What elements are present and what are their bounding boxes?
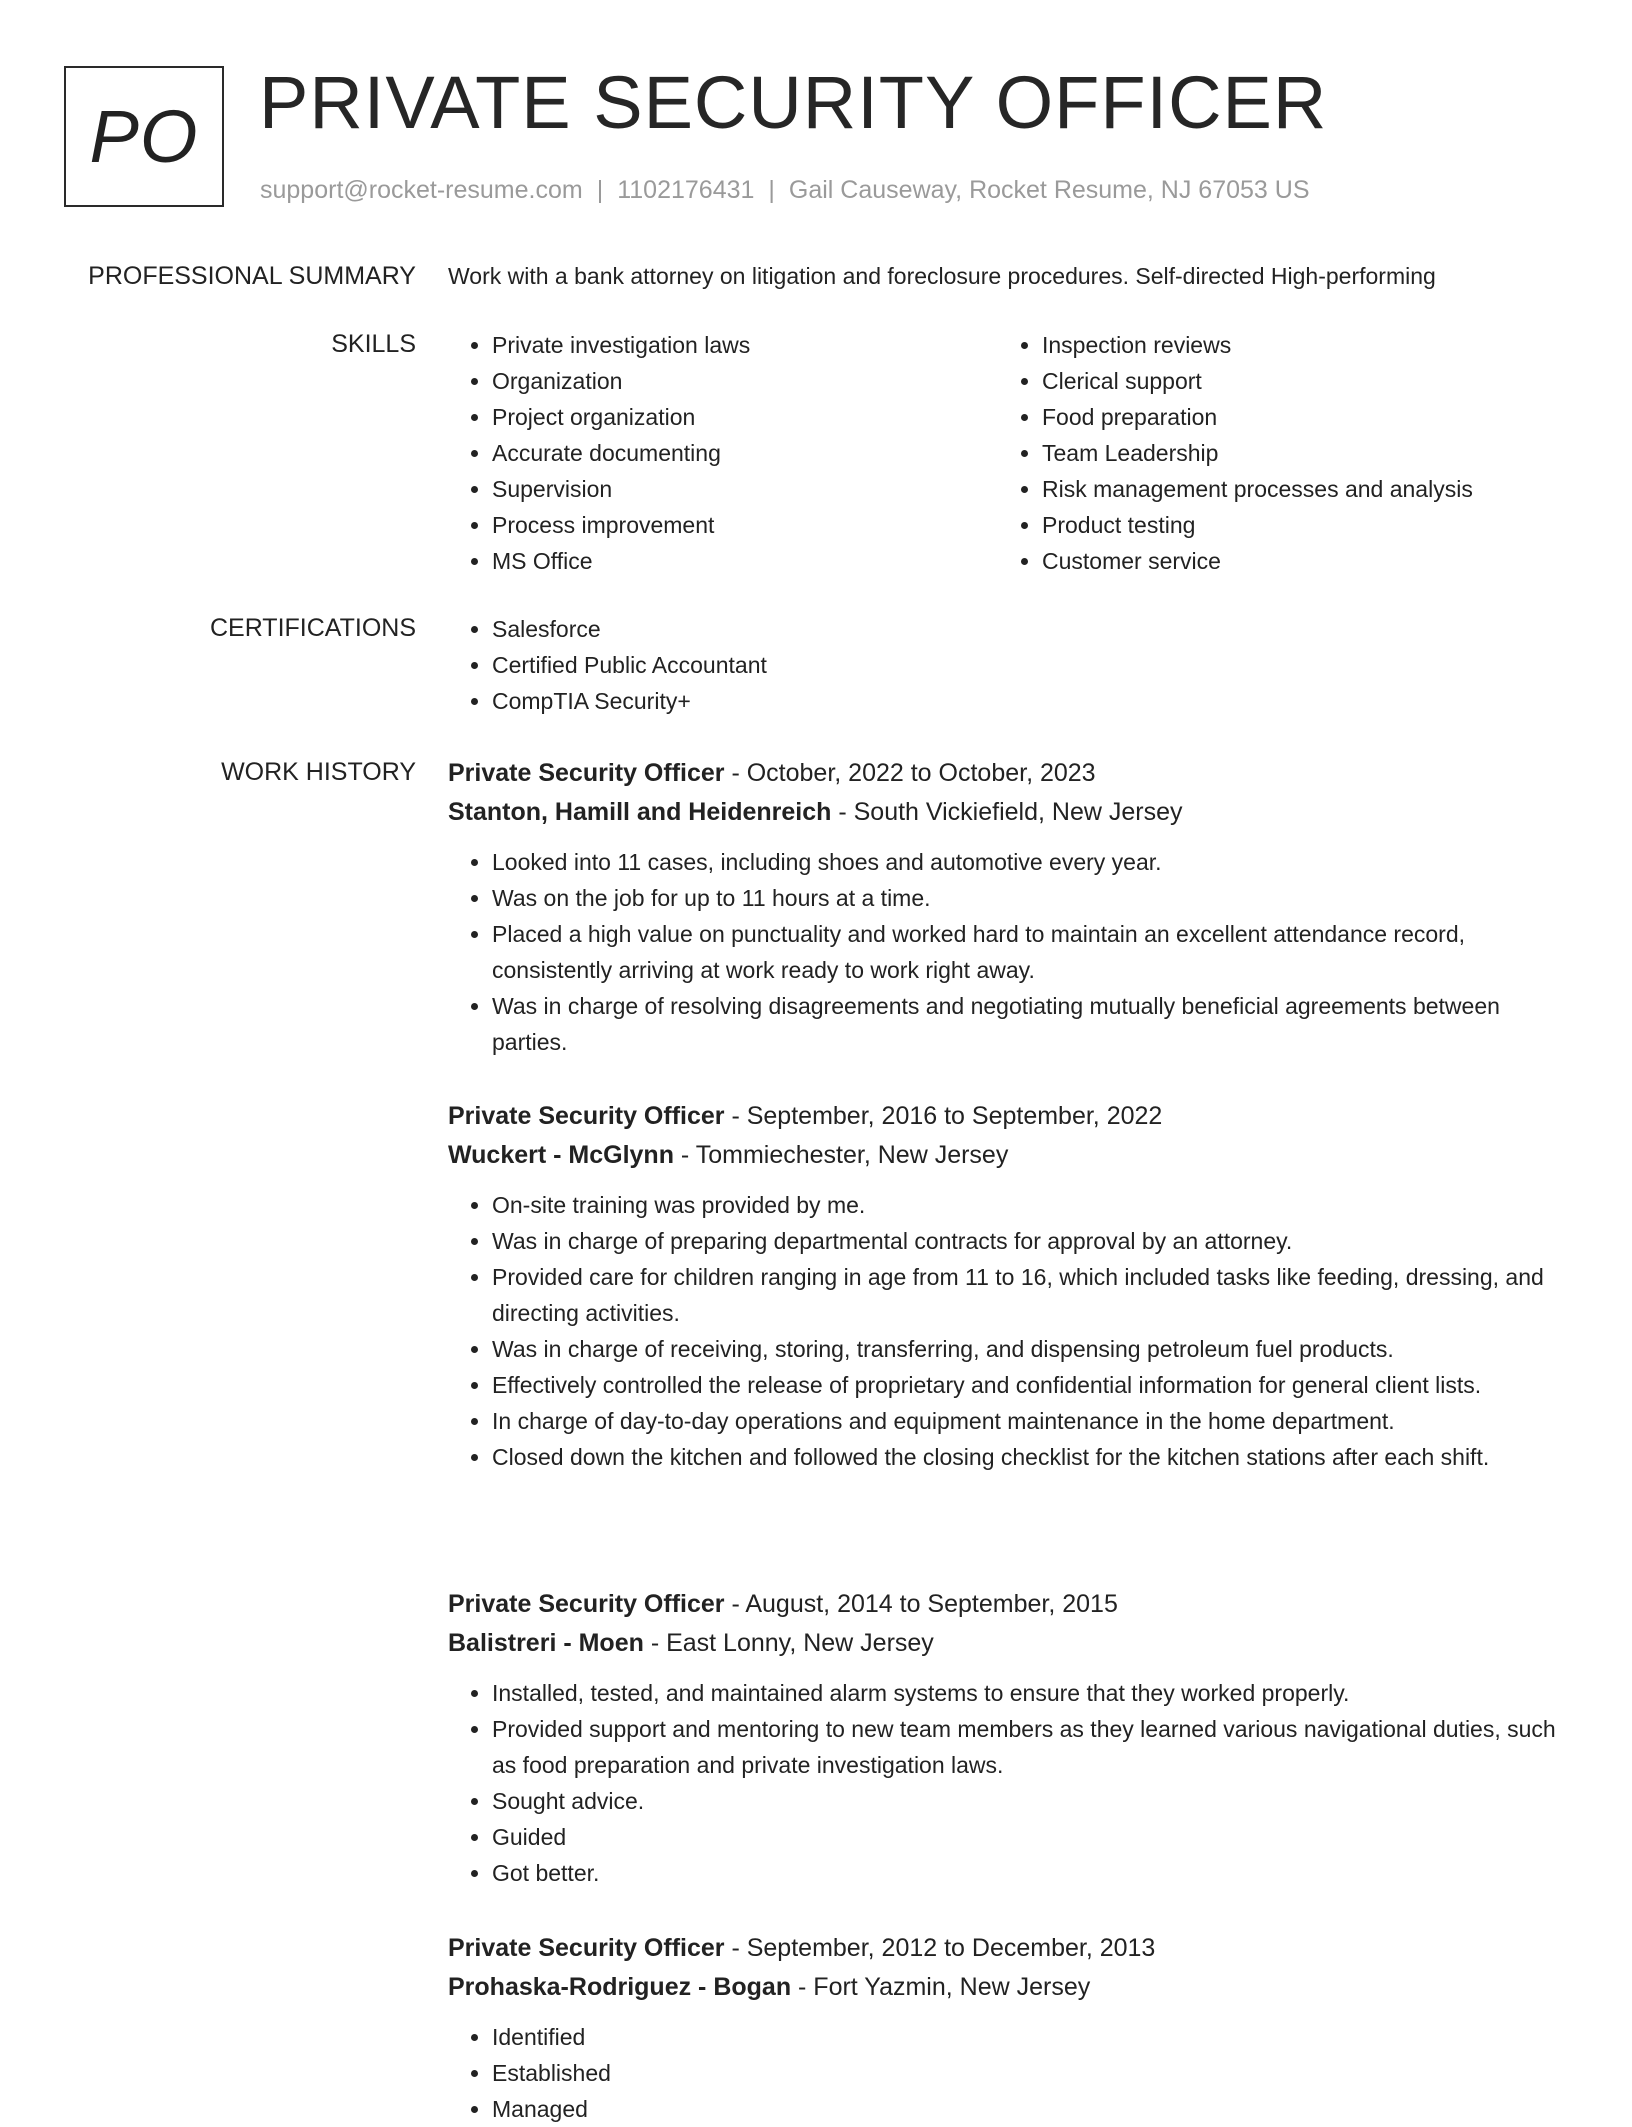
summary-label: PROFESSIONAL SUMMARY — [88, 262, 416, 290]
job-title-line — [448, 754, 1558, 793]
job-title: Private Security Officer — [448, 1590, 725, 1618]
job-location: - South Vickiefield, New Jersey — [831, 798, 1183, 826]
job-bullet-item: • Was in charge of preparing departmental contracts for approval by an attorney. — [492, 1223, 1558, 1259]
job-bullet-item: • On-site training was provided by me. — [492, 1187, 1558, 1223]
skills-section — [448, 327, 1558, 587]
certification-item: • CompTIA Security+ — [492, 683, 1558, 719]
job-bullets — [448, 2019, 1558, 2127]
job-bullets — [448, 1187, 1558, 1475]
job-company: Wuckert - McGlynn — [448, 1141, 674, 1169]
monogram-initials: PO — [89, 95, 199, 178]
job-bullet-item: • Managed — [492, 2091, 1558, 2127]
job-bullet-item: • Guided — [492, 1819, 1558, 1855]
job-company-line — [448, 1136, 1558, 1175]
certifications-label: CERTIFICATIONS — [209, 614, 416, 642]
skill-item: • Product testing — [1042, 507, 1518, 543]
job-bullet-item: • Provided support and mentoring to new team members as they learned various navigational duties, such as food preparation and private investigation laws. — [492, 1711, 1558, 1783]
job-bullet-item: • Looked into 11 cases, including shoes and automotive every year. — [492, 844, 1558, 880]
job-bullet-item: • Was on the job for up to 11 hours at a time. — [492, 880, 1558, 916]
skill-item: • Process improvement — [492, 507, 968, 543]
job-bullet-item: • Placed a high value on punctuality and worked hard to maintain an excellent attendance record, consistently arriving at work ready to work right away. — [492, 916, 1558, 988]
certifications-list — [448, 611, 1558, 719]
contact-line — [260, 175, 1310, 205]
job-bullets — [448, 1675, 1558, 1891]
contact-address: Gail Causeway, Rocket Resume, NJ 67053 US — [788, 176, 1310, 204]
work-history-section — [448, 754, 1558, 2122]
job-dates: - September, 2016 to September, 2022 — [724, 1102, 1163, 1130]
job-bullet-item: • Effectively controlled the release of proprietary and confidential information for general client lists. — [492, 1367, 1558, 1403]
job-location: - Tommiechester, New Jersey — [673, 1141, 1009, 1169]
job-title: Private Security Officer — [448, 1934, 725, 1962]
skills-right-column — [998, 327, 1518, 579]
contact-separator: | — [768, 176, 775, 204]
job-bullet-item: • Was in charge of receiving, storing, transferring, and dispensing petroleum fuel products. — [492, 1331, 1558, 1367]
job-title-line — [448, 1585, 1558, 1624]
job-bullet-item: • Sought advice. — [492, 1783, 1558, 1819]
job-location: - Fort Yazmin, New Jersey — [791, 1973, 1091, 2001]
job-company-line — [448, 1968, 1558, 2007]
contact-phone[interactable]: 1102176431 — [617, 176, 755, 204]
skill-item: • Project organization — [492, 399, 968, 435]
job-bullet-item: • Got better. — [492, 1855, 1558, 1891]
resume-title: PRIVATE SECURITY OFFICER — [259, 61, 1328, 144]
job-company: Prohaska-Rodriguez - Bogan — [448, 1973, 792, 2001]
skill-item: • Supervision — [492, 471, 968, 507]
work-history-label: WORK HISTORY — [221, 758, 416, 786]
skill-item: • Clerical support — [1042, 363, 1518, 399]
skill-item: • Organization — [492, 363, 968, 399]
skills-left-list — [448, 327, 968, 579]
contact-separator: | — [596, 176, 604, 204]
job-bullets — [448, 844, 1558, 1060]
job-entry — [448, 1585, 1558, 1891]
job-dates: - August, 2014 to September, 2015 — [724, 1590, 1118, 1618]
job-title: Private Security Officer — [448, 759, 725, 787]
skill-item: • Team Leadership — [1042, 435, 1518, 471]
job-bullet-item: • Provided care for children ranging in age from 11 to 16, which included tasks like feeding, dressing, and directing activities. — [492, 1259, 1558, 1331]
skill-item: • MS Office — [492, 543, 968, 579]
skills-right-list — [998, 327, 1518, 579]
monogram-box — [64, 66, 224, 207]
job-dates: - October, 2022 to October, 2023 — [724, 759, 1096, 787]
skill-item: • Food preparation — [1042, 399, 1518, 435]
job-company-line — [448, 793, 1558, 832]
job-bullet-item: • Identified — [492, 2019, 1558, 2055]
job-title-line — [448, 1097, 1558, 1136]
skill-item: • Private investigation laws — [492, 327, 968, 363]
job-entry — [448, 754, 1558, 1060]
job-location: - East Lonny, New Jersey — [643, 1629, 934, 1657]
certification-item: • Salesforce — [492, 611, 1558, 647]
job-title: Private Security Officer — [448, 1102, 725, 1130]
job-bullet-item: • Installed, tested, and maintained alarm systems to ensure that they worked properly. — [492, 1675, 1558, 1711]
job-bullet-item: • Closed down the kitchen and followed the closing checklist for the kitchen stations after each shift. — [492, 1439, 1558, 1475]
certifications-section — [448, 611, 1558, 719]
skill-item: • Accurate documenting — [492, 435, 968, 471]
summary-text: Work with a bank attorney on litigation and foreclosure procedures. Self-directed High-performing — [448, 263, 1436, 289]
skills-label: SKILLS — [331, 330, 416, 358]
job-bullet-item: • In charge of day-to-day operations and equipment maintenance in the home department. — [492, 1403, 1558, 1439]
job-bullet-item: • Was in charge of resolving disagreements and negotiating mutually beneficial agreements between parties. — [492, 988, 1558, 1060]
job-entry — [448, 1929, 1558, 2127]
certification-item: • Certified Public Accountant — [492, 647, 1558, 683]
job-company: Balistreri - Moen — [448, 1629, 644, 1657]
skill-item: • Inspection reviews — [1042, 327, 1518, 363]
job-bullet-item: • Established — [492, 2055, 1558, 2091]
skill-item: • Customer service — [1042, 543, 1518, 579]
job-company: Stanton, Hamill and Heidenreich — [448, 798, 832, 826]
skills-left-column — [448, 327, 968, 579]
job-company-line — [448, 1624, 1558, 1663]
contact-email[interactable]: support@rocket-resume.com — [260, 176, 583, 204]
job-entry — [448, 1097, 1558, 1475]
job-title-line — [448, 1929, 1558, 1968]
skill-item: • Risk management processes and analysis — [1042, 471, 1518, 507]
job-dates: - September, 2012 to December, 2013 — [724, 1934, 1156, 1962]
